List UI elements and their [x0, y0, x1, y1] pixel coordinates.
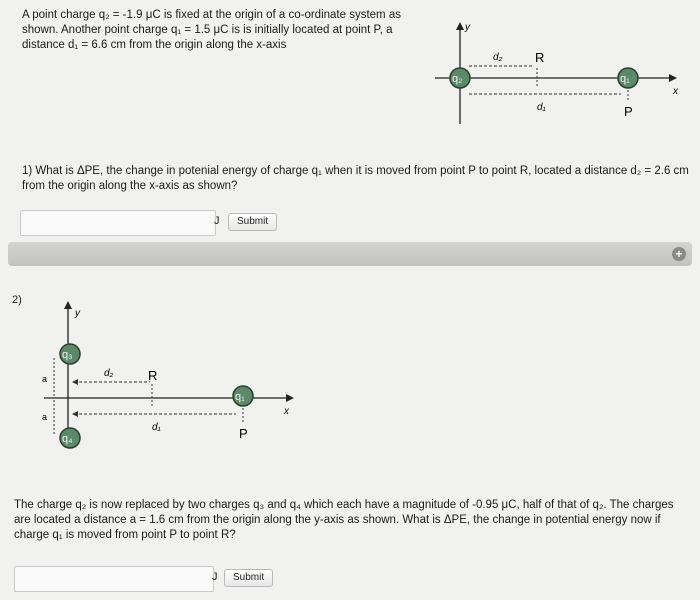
question-2-text: The charge q₂ is now replaced by two charges q₃ and q₄ which each have a magnitude of -0.95 μC, half of that of q₂. The charges are located a distance a = 1.6 cm from the origin along the y-axis as shown. What is ΔPE, the change in potential energy now if charge q₁ is moved from point P to point R?: [14, 499, 674, 541]
fig2-d2-arrow-icon: [72, 379, 78, 385]
fig1-d2-label: d₂: [493, 52, 503, 63]
question-2-number: 2): [12, 294, 22, 306]
fig2-r-label: R: [148, 368, 158, 383]
answer-1-unit: J: [214, 215, 220, 227]
answer-1-input[interactable]: [20, 210, 216, 236]
fig2-d1-arrow-icon: [72, 411, 78, 417]
question-1-text: 1) What is ΔPE, the change in potenial energy of charge q₁ when it is moved from point P to point R, located a distance d₂ = 2.6 cm from the origin along the x-axis as shown?: [22, 165, 689, 192]
answer-2-unit: J: [212, 571, 218, 583]
fig1-r-label: R: [535, 50, 545, 65]
fig2-p-label: P: [239, 426, 248, 441]
collapsed-section-bar[interactable]: [8, 242, 692, 266]
fig2-x-arrow-icon: [286, 394, 294, 402]
fig2-q4-label: q₄: [62, 433, 73, 445]
fig1-d1-label: d₁: [537, 102, 546, 113]
submit-2-button[interactable]: Submit: [224, 569, 273, 587]
fig1-x-label: x: [673, 86, 678, 97]
answer-2-input[interactable]: [14, 566, 214, 592]
fig2-d2-label: d₂: [104, 368, 114, 379]
figure-1-diagram: [425, 14, 695, 124]
fig2-x-label: x: [284, 406, 289, 417]
fig2-a-top-label: a: [42, 374, 48, 384]
problem-statement: A point charge q₂ = -1.9 μC is fixed at the origin of a co-ordinate system as shown. Another point charge q₁ = 1.5 μC is is initially located at point P, a distance d₁ = 6.6 cm from the origin along the x-axis: [22, 9, 401, 51]
fig1-q2-label: q₂: [452, 73, 463, 85]
fig1-x-arrow-icon: [669, 74, 677, 82]
plus-circle-icon[interactable]: +: [672, 247, 686, 261]
fig1-y-arrow-icon: [456, 22, 464, 30]
fig1-q1-label: q₁: [620, 73, 630, 85]
fig2-y-label: y: [75, 308, 80, 319]
fig1-y-label: y: [465, 22, 470, 33]
submit-1-button[interactable]: Submit: [228, 213, 277, 231]
fig2-q3-label: q₃: [62, 349, 73, 361]
fig2-y-arrow-icon: [64, 301, 72, 309]
figure-2-diagram: [28, 296, 308, 452]
fig2-d1-label: d₁: [152, 422, 161, 433]
fig2-a-bottom-label: a: [42, 412, 48, 422]
fig2-q1-label: q₁: [235, 391, 245, 403]
fig1-p-label: P: [624, 104, 633, 119]
